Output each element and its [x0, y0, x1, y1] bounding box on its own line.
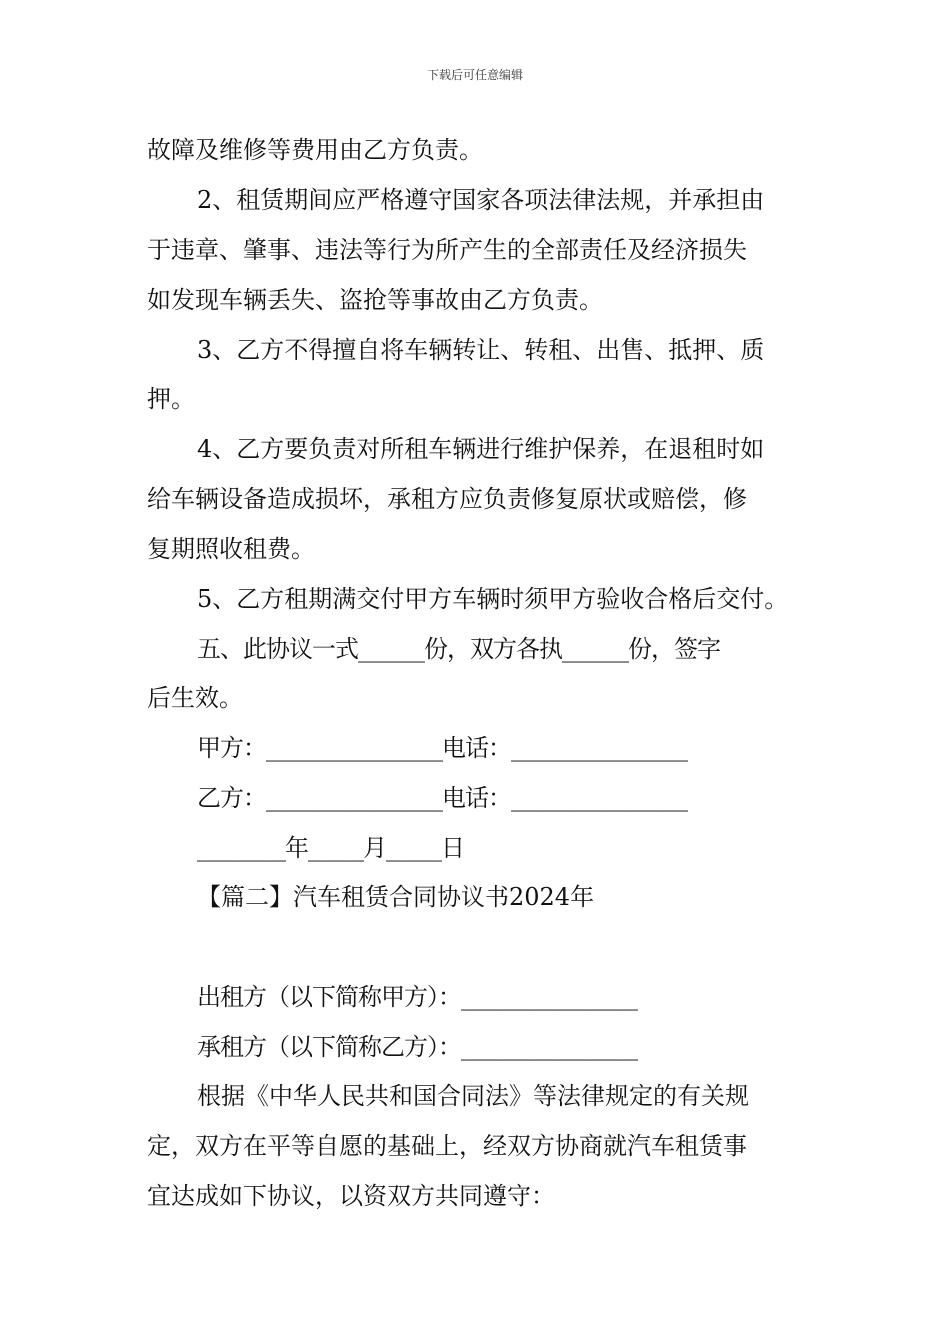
text-line: 于违章、肇事、违法等行为所产生的全部责任及经济损失 [147, 236, 747, 264]
section-heading: 【篇二】汽车租赁合同协议书2024年 [197, 883, 595, 911]
text-line: 故障及维修等费用由乙方负责。 [147, 136, 483, 164]
text-line: 如发现车辆丢失、盗抢等事故由乙方负责。 [147, 286, 603, 314]
text-line: 根据《中华人民共和国合同法》等法律规定的有关规 [197, 1082, 749, 1110]
text-line: 宜达成如下协议，以资双方共同遵守： [147, 1182, 555, 1210]
text-line: 后生效。 [147, 684, 243, 712]
text-line: 定，双方在平等自愿的基础上，经双方协商就汽车租赁事 [147, 1132, 747, 1160]
signature-line-party-b: 乙方：________________电话：________________ [197, 784, 687, 812]
text-line: 5、乙方租期满交付甲方车辆时须甲方验收合格后交付。 [197, 585, 789, 613]
text-line: 五、此协议一式______份，双方各执______份，签字 [197, 635, 720, 663]
lessee-line: 承租方（以下简称乙方）：________________ [197, 1033, 637, 1061]
text-line: 押。 [147, 385, 195, 413]
text-line: 复期照收租费。 [147, 535, 315, 563]
page-header: 下载后可任意编辑 [426, 68, 523, 82]
lessor-line: 出租方（以下简称甲方）：________________ [197, 983, 637, 1011]
text-line: 4、乙方要负责对所租车辆进行维护保养，在退租时如 [197, 435, 765, 463]
signature-line-party-a: 甲方：________________电话：________________ [197, 734, 687, 762]
text-line: 3、乙方不得擅自将车辆转让、转租、出售、抵押、质 [197, 336, 765, 364]
text-line: 2、租赁期间应严格遵守国家各项法律法规，并承担由 [197, 186, 765, 214]
date-line: ________年_____月_____日 [197, 834, 464, 862]
text-line: 给车辆设备造成损坏，承租方应负责修复原状或赔偿，修 [147, 485, 747, 513]
